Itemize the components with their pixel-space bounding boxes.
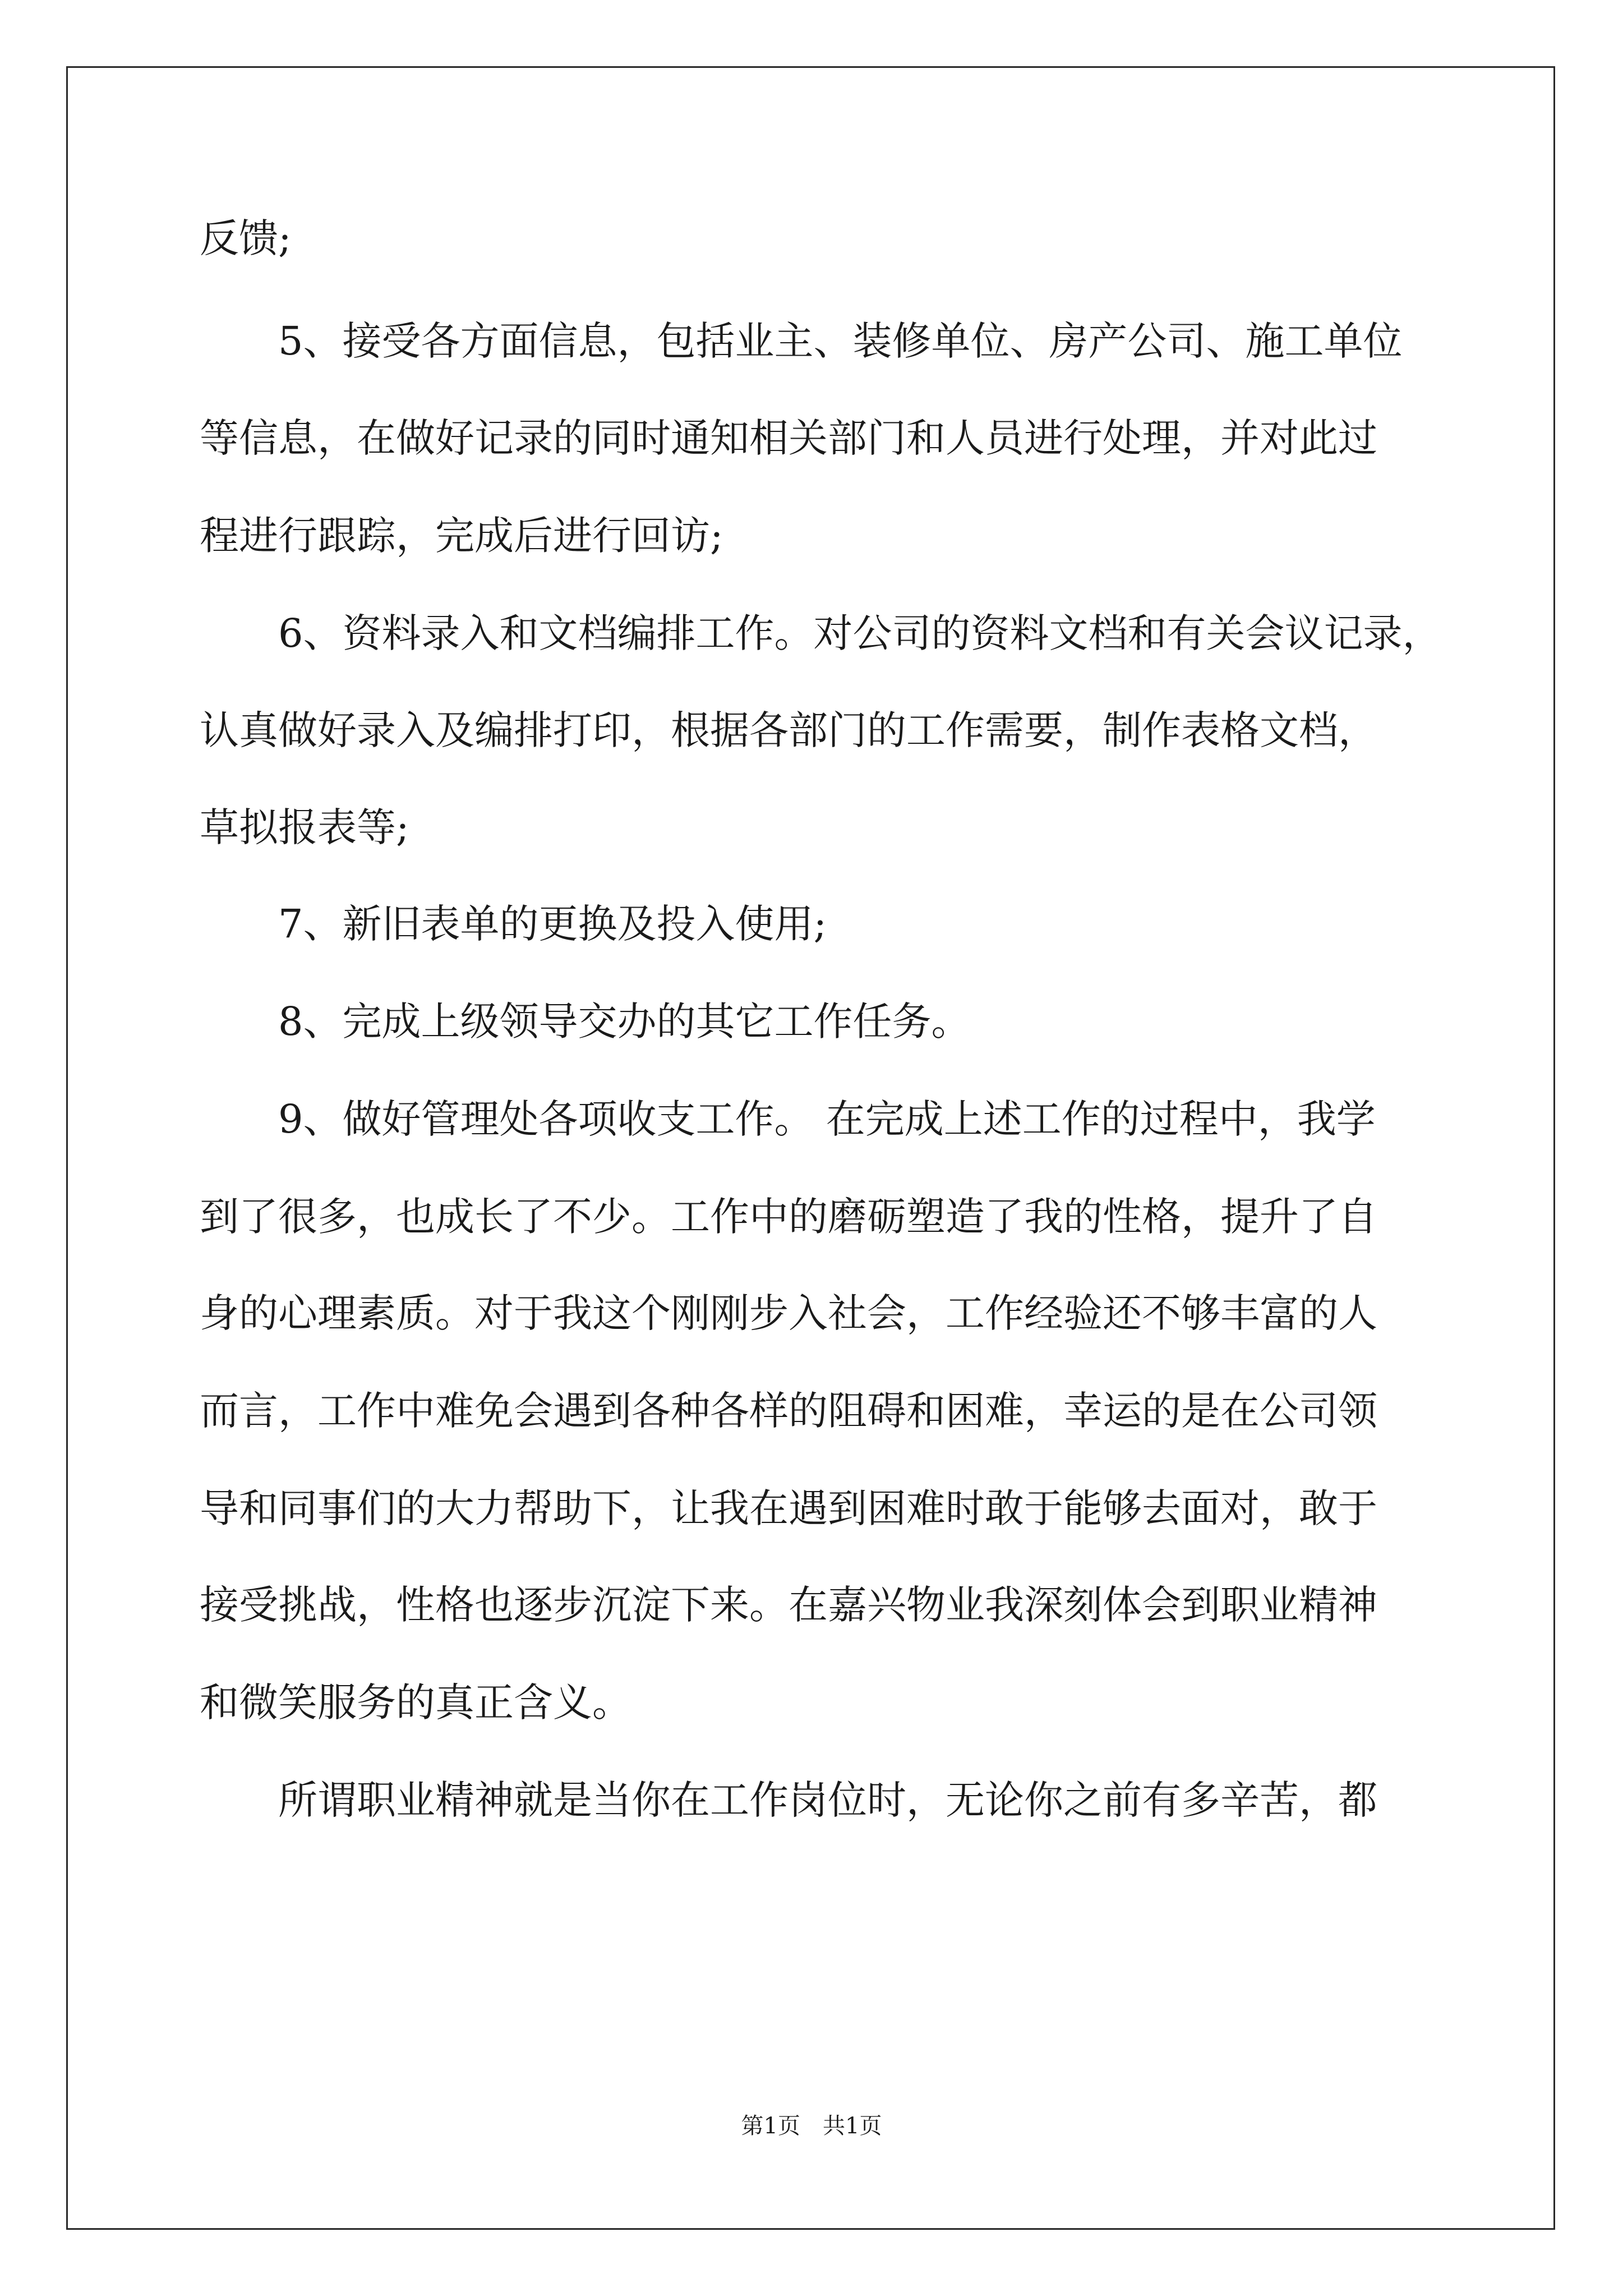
text-line: 5、接受各方面信息，包括业主、装修单位、房产公司、施工单位 <box>278 318 1403 364</box>
text-line: 和微笑服务的真正含义。 <box>200 1680 631 1726</box>
text-line: 8、完成上级领导交办的其它工作任务。 <box>278 999 971 1045</box>
text-line: 程进行跟踪，完成后进行回访; <box>200 513 723 559</box>
text-line: 7、新旧表单的更换及投入使用; <box>278 901 827 947</box>
text-line: 导和同事们的大力帮助下，让我在遇到困难时敢于能够去面对，敢于 <box>200 1485 1377 1531</box>
text-line: 接受挑战，性格也逐步沉淀下来。在嘉兴物业我深刻体会到职业精神 <box>200 1582 1377 1628</box>
page-footer: 第1页 共1页 <box>741 2113 882 2139</box>
text-line: 草拟报表等; <box>200 804 409 850</box>
page-border <box>66 66 1555 2230</box>
text-line: 到了很多，也成长了不少。工作中的磨砺塑造了我的性格，提升了自 <box>200 1194 1377 1240</box>
text-line: 等信息，在做好记录的同时通知相关部门和人员进行处理，并对此过 <box>200 415 1377 461</box>
text-line: 认真做好录入及编排打印，根据各部门的工作需要，制作表格文档， <box>200 707 1377 753</box>
text-line: 反馈; <box>200 215 292 261</box>
text-line: 所谓职业精神就是当你在工作岗位时，无论你之前有多辛苦，都 <box>278 1777 1377 1823</box>
text-line: 6、资料录入和文档编排工作。对公司的资料文档和有关会议记录， <box>278 610 1442 656</box>
text-line: 9、做好管理处各项收支工作。 在完成上述工作的过程中，我学 <box>278 1096 1376 1142</box>
text-line: 而言，工作中难免会遇到各种各样的阻碍和困难，幸运的是在公司领 <box>200 1388 1377 1434</box>
text-line: 身的心理素质。对于我这个刚刚步入社会，工作经验还不够丰富的人 <box>200 1290 1377 1336</box>
